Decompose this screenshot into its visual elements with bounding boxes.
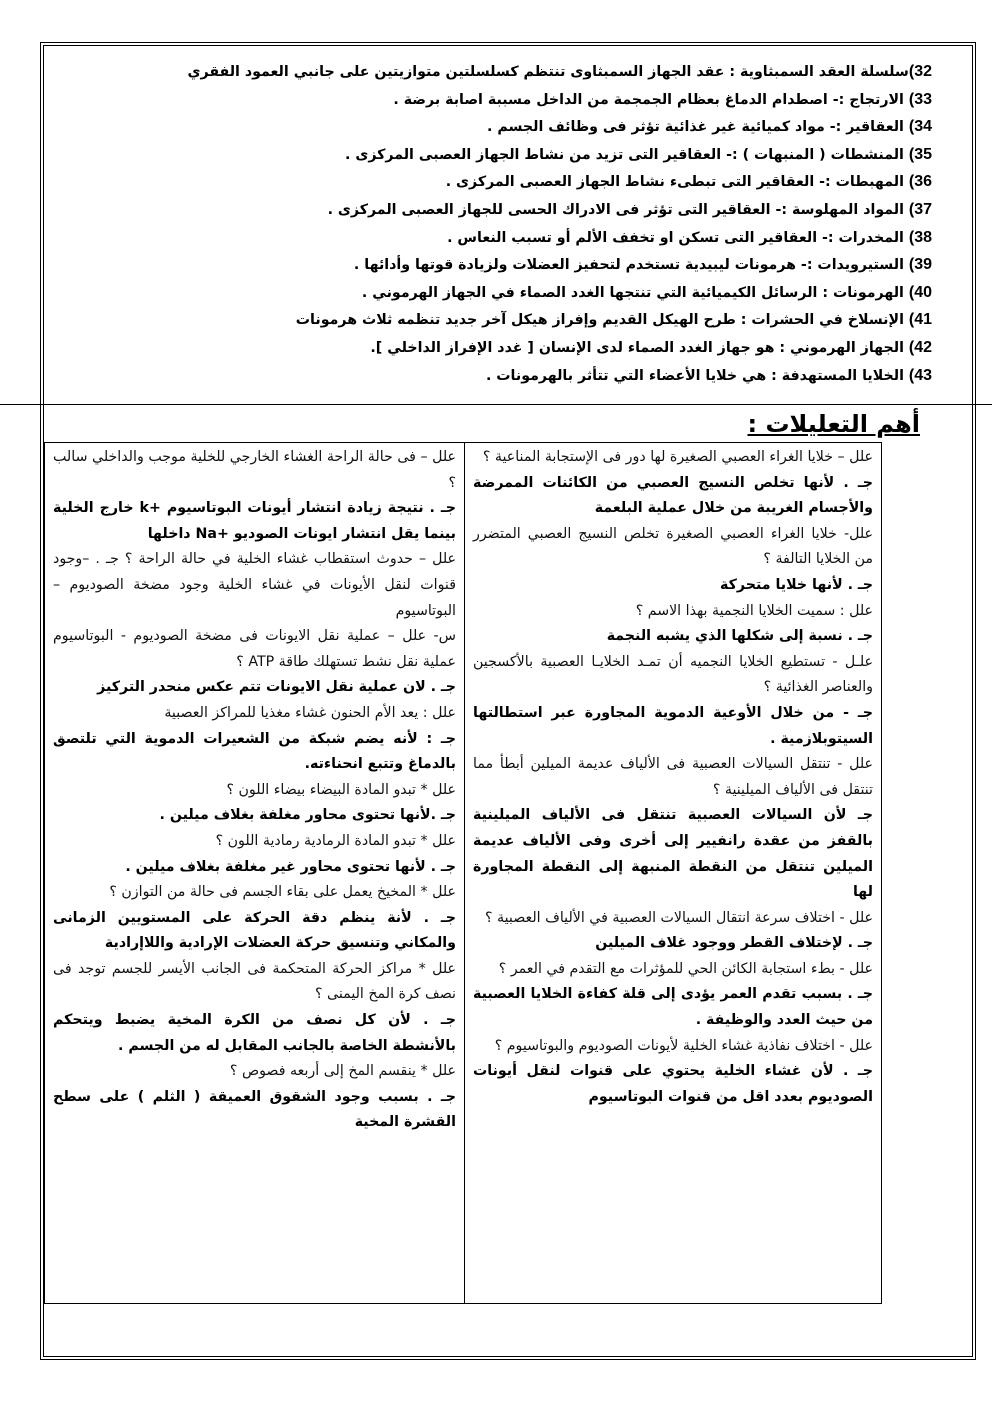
- definition-text: الهرمونات : الرسائل الكيميائية التي تنتجها الغدد الصماء في الجهاز الهرموني .: [361, 284, 909, 301]
- definition-item: [84, 334, 932, 362]
- section-title: أهم التعليلات :: [747, 410, 920, 438]
- question-text: علل * تبدو المادة الرمادية رمادية اللون ؟: [215, 832, 456, 849]
- question-text: علل * مراكز الحركة المتحكمة فى الجانب الأيسر للجسم توجد فى نصف كرة المخ اليمنى ؟: [53, 960, 456, 1003]
- definition-item: [84, 86, 932, 114]
- definition-text: المنشطات ( المنبهات ) :- العقاقير التى تزيد من نشاط الجهاز العصبى المركزى .: [344, 146, 909, 163]
- question-text: علل * ينقسم المخ إلى أربعه فصوص ؟: [229, 1063, 456, 1080]
- answer-text: جـ : لأنه يضم شبكة من الشعيرات الدموية التي تلتصق بالدماغ وتتبع انحناءته.: [53, 730, 456, 773]
- definition-item: [84, 141, 932, 169]
- definition-number: 43): [908, 366, 932, 384]
- question-text: علل : سميت الخلايا النجمية بهذا الاسم ؟: [635, 602, 873, 619]
- answer-text: جـ . لإختلاف القطر ووجود غلاف الميلين: [595, 935, 873, 952]
- definition-number: 36): [908, 173, 932, 191]
- definition-number: 40): [908, 283, 932, 301]
- answer-text: جـ . لأنة ينظم دقة الحركة على المستويين الزمانى والمكاني وتنسيق حركة العضلات الإرادية واللاإرادية: [53, 909, 456, 952]
- definition-item: [84, 306, 932, 334]
- definition-item: [84, 196, 932, 224]
- definition-text: المهبطات :- العقاقير التى تبطىء نشاط الجهاز العصبى المركزى .: [445, 174, 909, 191]
- definition-text: الخلايا المستهدفة : هي خلايا الأعضاء التي تتأثر بالهرمونات .: [485, 367, 909, 384]
- answer-text: جـ . لان عملية نقل الايونات تتم عكس منحدر التركيز: [97, 679, 456, 696]
- question-text: علل- خلايا الغراء العصبي الصغيرة تخلص النسيج العصبي المتضرر من الخلايا التالفة ؟: [473, 525, 873, 568]
- answer-text: جـ . لأنها خلايا متحركة: [720, 576, 873, 593]
- answer-text: جـ .لأنها تحتوى محاور مغلفة بغلاف ميلين .: [159, 807, 456, 824]
- definition-text: العقاقير :- مواد كميائية غير غذائية تؤثر فى وظائف الجسم .: [487, 119, 909, 136]
- definition-number: 38): [908, 228, 932, 246]
- definition-number: 39): [908, 256, 932, 274]
- definition-item: [84, 224, 932, 252]
- definition-number: 41): [908, 311, 932, 329]
- definition-item: [84, 168, 932, 196]
- right-column: [464, 443, 881, 1303]
- definition-text: الإنسلاخ في الحشرات : طرح الهيكل القديم وإفراز هيكل آخر جديد تنظمه ثلاث هرمونات: [295, 312, 909, 329]
- definition-text: الستيرويدات :- هرمونات ليبيدية تستخدم لتحفيز العضلات ولزيادة قوتها وأدائها .: [353, 257, 909, 274]
- definition-text: المواد المهلوسة :- العقاقير التى تؤثر فى الادراك الحسى للجهاز العصبى المركزى .: [327, 201, 909, 218]
- question-text: علل - اختلاف نفاذية غشاء الخلية لأيونات الصوديوم والبوتاسيوم ؟: [494, 1037, 873, 1054]
- explanations-table: [44, 442, 882, 1304]
- answer-text: جـ . لأنها تحتوى محاور غير مغلفة بغلاف ميلين .: [125, 858, 456, 875]
- definition-number: 34): [908, 118, 932, 136]
- answer-text: جـ . لأن غشاء الخلية يحتوي على قنوات لنقل أيونات الصوديوم بعدد اقل من قنوات البوتاسيوم: [473, 1063, 873, 1105]
- definition-item: [84, 362, 932, 390]
- question-text: علل - اختلاف سرعة انتقال السيالات العصبية في الألياف العصبية ؟: [485, 909, 873, 926]
- definition-text: المخدرات :- العقاقير التى تسكن او تخفف الألم أو تسبب النعاس .: [447, 229, 909, 246]
- question-text: علل * المخيخ يعمل على بقاء الجسم فى حالة من التوازن ؟: [109, 884, 456, 901]
- definition-item: [84, 279, 932, 307]
- definition-number: 37): [908, 200, 932, 218]
- definition-item: [84, 113, 932, 141]
- question-text: علل - بطء استجابة الكائن الحي للمؤثرات مع التقدم في العمر ؟: [498, 960, 873, 977]
- left-column: [45, 443, 464, 1303]
- answer-text: جـ . لأن كل نصف من الكرة المخية يضبط ويتحكم بالأنشطة الخاصة بالجانب المقابل له من الجسم .: [53, 1012, 456, 1054]
- answer-text: جـ . نسبة إلى شكلها الذي يشبه النجمة: [606, 628, 873, 645]
- definition-number: 35): [908, 145, 932, 163]
- answer-text: جـ . بسبب تقدم العمر يؤدى إلى قلة كفاءة الخلايا العصبية من حيث العدد والوظيفة .: [473, 986, 873, 1029]
- answer-text: جـ لأن السيالات العصبية تنتقل فى الألياف الميلينية بالقفز من عقدة رانفيير إلى أخرى وفى الألياف عديمة الميلين تنتقل من النقطة المنبهة إلى النقطة المجاورة لها: [473, 807, 873, 901]
- definition-item: [84, 58, 932, 86]
- question-text: علل – فى حالة الراحة الغشاء الخارجي للخلية موجب والداخلي سالب ؟: [53, 449, 456, 491]
- question-text: علـل - تستطيع الخلايا النجميه أن تمـد الخلايـا العصبية بالأكسجين والعناصر الغذائية ؟: [473, 653, 873, 696]
- question-text: س- علل – عملية نقل الايونات فى مضخة الصوديوم - البوتاسيوم عملية نقل نشط تستهلك طاقة ATP ؟: [53, 628, 456, 670]
- definition-text: الجهاز الهرموني : هو جهاز الغدد الصماء لدى الإنسان [ غدد الإفراز الداخلي ].: [370, 339, 909, 356]
- answer-text: جـ . لأنها تخلص النسيج العصبي من الكائنات الممرضة والأجسام الغريبة من خلال عملية البلعمة: [473, 474, 873, 517]
- question-text: علل : يعد الأم الحنون غشاء مغذيا للمراكز العصبية: [164, 704, 456, 721]
- answer-text: جـ . بسبب وجود الشقوق العميقة ( الثلم ) على سطح القشرة المخية: [53, 1088, 456, 1131]
- definition-text: الارتجاج :- اصطدام الدماغ بعظام الجمجمة من الداخل مسببة اصابة برضة .: [393, 91, 909, 108]
- question-text: علل - تنتقل السيالات العصبية فى الألياف عديمة الميلين أبطأ مما تنتقل فى الألياف الميلينية ؟: [473, 756, 873, 798]
- answer-text: جـ . نتيجة زيادة انتشار أيونات البوتاسيوم +k خارج الخلية بينما يقل انتشار ايونات الصوديو +Na داخلها: [53, 500, 456, 542]
- definition-number: 42): [908, 338, 932, 356]
- definition-number: 33): [908, 90, 932, 108]
- definition-text: سلسلة العقد السمبثاوية : عقد الجهاز السمبثاوى تنتظم كسلسلتين متوازيتين على جانبي العمود الفقري: [187, 64, 909, 80]
- definition-item: [84, 251, 932, 279]
- question-text: علل – خلايا الغراء العصبي الصغيرة لها دور فى الإستجابة المناعية ؟: [482, 449, 873, 465]
- answer-text: جـ - من خلال الأوعية الدموية المجاورة عبر استطالتها السيتوبلازمية .: [473, 704, 873, 747]
- definition-number: 32): [908, 63, 932, 80]
- question-text: علل * تبدو المادة البيضاء بيضاء اللون ؟: [226, 781, 456, 798]
- definitions-list: [84, 58, 932, 389]
- question-text: علل – حدوث استقطاب غشاء الخلية في حالة الراحة ؟ جـ . –وجود قنوات لنقل الأيونات في غشاء الخلية وجود مضخة الصوديوم – البوتاسيوم: [53, 551, 456, 619]
